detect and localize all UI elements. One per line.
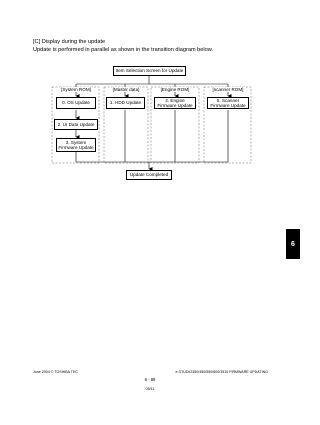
item-selection-box: Item Selection Screen for Update — [113, 66, 186, 76]
group-label-system-rom: [System ROM] — [61, 87, 91, 92]
system-firmware-update-box — [56, 138, 96, 152]
group-label-master-data: [Master data] — [112, 87, 140, 92]
page-number: 6 - 89 — [144, 377, 156, 382]
engine-firmware-update-box — [154, 97, 196, 109]
scanner-firmware-line1: 5. Scanner — [216, 97, 240, 103]
engine-firmware-line2: Firmware Update — [157, 103, 193, 108]
scanner-firmware-line2: Firmware Update — [210, 103, 246, 108]
os-update-box: 0. OS Update — [56, 97, 96, 109]
footer-copyright: June 2004 © TOSHIBA TEC — [33, 370, 78, 374]
group-label-engine-rom: [Engine ROM] — [160, 87, 190, 92]
update-completed-box: Update Completed — [126, 170, 172, 180]
system-firmware-line2: Firmware Update — [58, 145, 94, 150]
hdd-update-box: 1. HDD Update — [106, 97, 145, 109]
system-firmware-line1: 3. System — [65, 139, 87, 145]
ui-data-update-box: 2. UI Data Update — [54, 119, 98, 130]
footer-manual-title: e-STUDIO350/450/550/600/3510 FIRMWARE UPDATING — [175, 370, 268, 374]
intro-text: Update is performed in parallel as shown in the transition diagram below. — [33, 47, 214, 53]
group-label-scanner-rom: [scanner ROM] — [212, 87, 244, 92]
chapter-tab: 6 — [286, 229, 300, 259]
scanner-firmware-update-box — [207, 97, 249, 109]
revision-date: 05/11 — [145, 387, 155, 391]
engine-firmware-line1: 4. Engine — [165, 97, 185, 103]
section-title: [C] Display during the update — [33, 39, 106, 45]
